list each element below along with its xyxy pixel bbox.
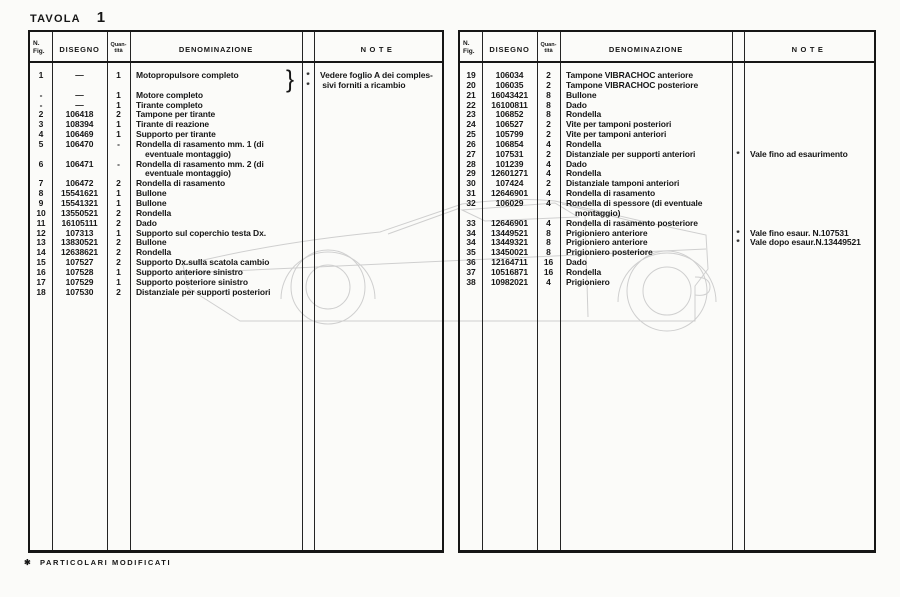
disegno-cell: 106469	[65, 129, 94, 140]
qty-cell: 1	[116, 70, 121, 80]
denomination-cell: Distanziale tamponi anteriori	[566, 178, 680, 189]
denomination-cell: Rondella	[566, 266, 602, 277]
table-row	[30, 160, 442, 170]
header-fig-line1: N.	[33, 40, 40, 47]
header-quantita	[107, 32, 130, 63]
qty-cell: 8	[546, 237, 551, 248]
fig-cell: 33	[466, 217, 476, 228]
table-row	[30, 288, 442, 298]
fig-cell: 7	[38, 178, 44, 189]
note-cell: Vale fino ad esaurimento	[750, 148, 848, 159]
header-qty-line1: Quan-	[110, 42, 127, 48]
disegno-cell: —	[75, 99, 84, 110]
fig-cell: 1	[38, 70, 44, 80]
header-fig-line1: N.	[463, 40, 470, 47]
denomination-cell: Motopropulsore completo	[136, 70, 239, 80]
qty-cell: 2	[546, 129, 551, 140]
denomination-cell: Rondella	[566, 138, 602, 149]
qty-cell: 8	[546, 109, 551, 120]
qty-cell: 16	[543, 266, 554, 277]
denomination-cell: Rondella di rasamento mm. 1 (di	[136, 138, 264, 149]
qty-cell: 4	[546, 138, 551, 149]
fig-cell: 11	[36, 217, 46, 228]
qty-cell: 2	[546, 70, 551, 80]
disegno-cell: 107529	[65, 276, 94, 287]
header-note: NOTE	[360, 45, 396, 54]
qty-cell: 8	[546, 247, 551, 258]
denomination-cell: Prigioniero anteriore	[566, 237, 648, 248]
fig-cell: 28	[466, 158, 476, 169]
disegno-cell: 107527	[65, 257, 94, 268]
table-rows-right	[460, 63, 874, 550]
qty-cell: 4	[546, 197, 551, 208]
header-denominazione: DENOMINAZIONE	[178, 45, 254, 54]
header-denominazione: DENOMINAZIONE	[608, 45, 684, 54]
qty-cell: 1	[116, 266, 121, 277]
note-cell: sivi forniti a ricambio	[320, 79, 406, 90]
note-cell: Vedere foglio A dei comples-	[320, 70, 433, 80]
header-fig	[30, 32, 52, 63]
fig-cell: -	[39, 99, 43, 110]
disegno-cell: 106472	[65, 178, 94, 189]
header-quantita	[537, 32, 560, 63]
denomination-cell: Supporto posteriore sinistro	[136, 276, 248, 287]
parts-table-right	[458, 30, 876, 553]
denomination-cell: Dado	[136, 217, 157, 228]
header-disegno: DISEGNO	[489, 45, 530, 54]
denomination-cell: Bullone	[136, 197, 167, 208]
denomination-cell: Dado	[566, 257, 587, 268]
qty-cell: 2	[546, 79, 551, 90]
qty-cell: 8	[546, 89, 551, 100]
header-fig-line2: Fig.	[33, 47, 45, 55]
note-cell: Vale fino esaur. N.107531	[750, 227, 849, 238]
header-qty-line1: Quan-	[540, 42, 557, 48]
denomination-cell: Dado	[566, 158, 587, 169]
fig-cell: 17	[36, 276, 46, 287]
disegno-cell: 13550521	[60, 207, 99, 218]
header-fig	[460, 32, 482, 63]
fig-cell: 38	[466, 276, 476, 287]
fig-cell: 18	[36, 286, 46, 297]
disegno-cell: 13450021	[490, 247, 529, 258]
qty-cell: 4	[546, 217, 551, 228]
denomination-cell: Rondella di rasamento	[566, 188, 656, 199]
disegno-cell: 12646901	[490, 217, 529, 228]
disegno-cell: 107530	[65, 286, 94, 297]
fig-cell: 5	[38, 138, 44, 149]
qty-cell: 2	[116, 247, 121, 258]
denomination-cell: Supporto per tirante	[136, 129, 216, 140]
qty-cell: 1	[116, 276, 121, 287]
denomination-cell: Supporto anteriore sinistro	[136, 266, 243, 277]
qty-cell: 1	[116, 227, 121, 238]
denomination-cell: Rondella	[136, 247, 172, 258]
disegno-cell: 16100811	[491, 99, 528, 110]
disegno-cell: 106035	[495, 79, 524, 90]
star-cell: *	[736, 227, 740, 238]
group-brace: }	[286, 65, 295, 94]
qty-cell: 1	[116, 99, 121, 110]
star-cell: *	[306, 79, 310, 90]
fig-cell: 2	[38, 109, 44, 120]
disegno-cell: 12638621	[60, 247, 99, 258]
note-cell: Vale dopo esaur.N.13449521	[750, 237, 861, 248]
disegno-cell: 12646901	[490, 188, 529, 199]
disegno-cell: 107531	[495, 148, 524, 159]
denomination-cell: eventuale montaggio)	[136, 148, 231, 159]
table-row	[460, 199, 874, 209]
qty-cell: 8	[546, 99, 551, 110]
qty-cell: 8	[546, 227, 551, 238]
header-fig-line2: Fig.	[463, 47, 475, 55]
fig-cell: 8	[38, 188, 44, 199]
star-cell: *	[736, 148, 740, 159]
disegno-cell: 106470	[65, 138, 94, 149]
disegno-cell: 101239	[495, 158, 524, 169]
table-rows-left	[30, 63, 442, 550]
disegno-cell: 107313	[65, 227, 94, 238]
qty-cell: 2	[546, 178, 551, 189]
disegno-cell: 13830521	[60, 237, 99, 248]
denomination-cell: Tampone VIBRACHOC posteriore	[566, 79, 699, 90]
page-title	[30, 9, 105, 26]
table-header	[460, 32, 874, 63]
denomination-cell: Vite per tamponi anteriori	[566, 129, 667, 140]
disegno-cell: 106029	[495, 197, 524, 208]
fig-cell: 29	[466, 168, 476, 179]
qty-cell: 1	[116, 119, 121, 130]
qty-cell: 4	[546, 188, 551, 199]
parts-table-left	[28, 30, 444, 553]
disegno-cell: —	[75, 70, 84, 80]
fig-cell: 26	[466, 138, 476, 149]
fig-cell: 34	[466, 237, 476, 248]
disegno-cell: 106852	[495, 109, 524, 120]
fig-cell: 22	[466, 99, 476, 110]
footer-legend	[24, 558, 171, 567]
fig-cell: 15	[36, 257, 46, 268]
fig-cell: 9	[38, 197, 44, 208]
footer-legend-text: PARTICOLARI MODIFICATI	[40, 558, 172, 567]
qty-cell: 1	[116, 197, 121, 208]
table-header	[30, 32, 442, 63]
table-row	[30, 91, 442, 101]
qty-cell: 4	[546, 276, 551, 287]
page-title-number: 1	[96, 9, 106, 26]
denomination-cell: Bullone	[566, 89, 597, 100]
denomination-cell: Rondella di rasamento	[136, 178, 226, 189]
fig-cell: 31	[466, 188, 476, 199]
disegno-cell: 16105111	[61, 217, 98, 228]
fig-cell: 20	[466, 79, 476, 90]
fig-cell: -	[39, 89, 43, 100]
fig-cell: 4	[38, 129, 44, 140]
qty-cell: 4	[546, 158, 551, 169]
qty-cell: -	[117, 158, 120, 169]
disegno-cell: —	[75, 89, 84, 100]
disegno-cell: 107528	[65, 266, 94, 277]
denomination-cell: Dado	[566, 99, 587, 110]
table-row	[30, 81, 442, 91]
disegno-cell: 15541321	[60, 197, 99, 208]
qty-cell: 1	[116, 89, 121, 100]
fig-cell: 35	[466, 247, 476, 258]
denomination-cell: Supporto Dx.sulla scatola cambio	[136, 257, 270, 268]
fig-cell: 13	[36, 237, 46, 248]
qty-cell: 2	[116, 207, 121, 218]
fig-cell: 6	[38, 158, 44, 169]
denomination-cell: Supporto sul coperchio testa Dx.	[136, 227, 266, 238]
qty-cell: 2	[116, 286, 121, 297]
fig-cell: 34	[466, 227, 476, 238]
fig-cell: 32	[466, 197, 476, 208]
fig-cell: 30	[466, 178, 476, 189]
denomination-cell: Vite per tamponi posteriori	[566, 119, 672, 130]
qty-cell: 16	[543, 257, 554, 268]
table-row	[460, 278, 874, 288]
fig-cell: 10	[36, 207, 46, 218]
denomination-cell: Rondella	[136, 207, 172, 218]
disegno-cell: 107424	[495, 178, 524, 189]
disegno-cell: 106854	[495, 138, 524, 149]
disegno-cell: 106034	[495, 70, 524, 80]
fig-cell: 24	[466, 119, 476, 130]
fig-cell: 27	[466, 148, 476, 159]
header-qty-line2: tità	[544, 48, 553, 54]
qty-cell: -	[117, 138, 120, 149]
qty-cell: 2	[546, 148, 551, 159]
disegno-cell: 105799	[495, 129, 524, 140]
header-qty-line2: tità	[114, 48, 123, 54]
star-cell: *	[306, 70, 310, 80]
qty-cell: 4	[546, 168, 551, 179]
disegno-cell: 16043421	[490, 89, 529, 100]
fig-cell: 12	[36, 227, 46, 238]
denomination-cell: Rondella di rasamento posteriore	[566, 217, 698, 228]
denomination-cell: Motore completo	[136, 89, 203, 100]
disegno-cell: 15541621	[60, 188, 99, 199]
fig-cell: 19	[466, 70, 476, 80]
header-note: NOTE	[791, 45, 827, 54]
disegno-cell: 106527	[495, 119, 524, 130]
qty-cell: 2	[116, 257, 121, 268]
table-row	[30, 140, 442, 150]
star-cell: *	[736, 237, 740, 248]
qty-cell: 2	[116, 178, 121, 189]
qty-cell: 2	[116, 217, 121, 228]
disegno-cell: 106471	[65, 158, 94, 169]
denomination-cell: Rondella	[566, 168, 602, 179]
page-title-word: TAVOLA	[30, 13, 81, 25]
asterisk-icon: ✱	[24, 558, 31, 567]
denomination-cell: Rondella	[566, 109, 602, 120]
disegno-cell: 10516871	[490, 266, 529, 277]
denomination-cell: montaggio)	[566, 207, 621, 218]
qty-cell: 1	[116, 129, 121, 140]
denomination-cell: Rondella di rasamento mm. 2 (di	[136, 158, 264, 169]
fig-cell: 14	[36, 247, 46, 258]
denomination-cell: Rondella di spessore (di eventuale	[566, 197, 703, 208]
denomination-cell: Tampone per tirante	[136, 109, 216, 120]
denomination-cell: Tampone VIBRACHOC anteriore	[566, 70, 694, 80]
fig-cell: 25	[466, 129, 476, 140]
qty-cell: 2	[116, 237, 121, 248]
denomination-cell: Bullone	[136, 237, 167, 248]
fig-cell: 3	[38, 119, 44, 130]
denomination-cell: Prigioniero	[566, 276, 610, 287]
qty-cell: 1	[116, 188, 121, 199]
denomination-cell: Distanziale per supporti posteriori	[136, 286, 271, 297]
qty-cell: 2	[116, 109, 121, 120]
disegno-cell: 12601271	[490, 168, 529, 179]
disegno-cell: 106418	[65, 109, 94, 120]
disegno-cell: 13449321	[490, 237, 529, 248]
qty-cell: 2	[546, 119, 551, 130]
denomination-cell: Tirante completo	[136, 99, 203, 110]
denomination-cell: Prigioniero posteriore	[566, 247, 653, 258]
denomination-cell: Distanziale per supporti anteriori	[566, 148, 696, 159]
disegno-cell: 12164711	[491, 257, 528, 268]
fig-cell: 23	[466, 109, 476, 120]
fig-cell: 16	[36, 266, 46, 277]
header-disegno: DISEGNO	[59, 45, 100, 54]
fig-cell: 21	[466, 89, 476, 100]
denomination-cell: Tirante di reazione	[136, 119, 210, 130]
disegno-cell: 13449521	[490, 227, 529, 238]
disegno-cell: 108394	[65, 119, 94, 130]
denomination-cell: eventuale montaggio)	[136, 168, 231, 179]
denomination-cell: Prigioniero anteriore	[566, 227, 648, 238]
disegno-cell: 10982021	[490, 276, 529, 287]
fig-cell: 36	[466, 257, 476, 268]
denomination-cell: Bullone	[136, 188, 167, 199]
fig-cell: 37	[466, 266, 476, 277]
